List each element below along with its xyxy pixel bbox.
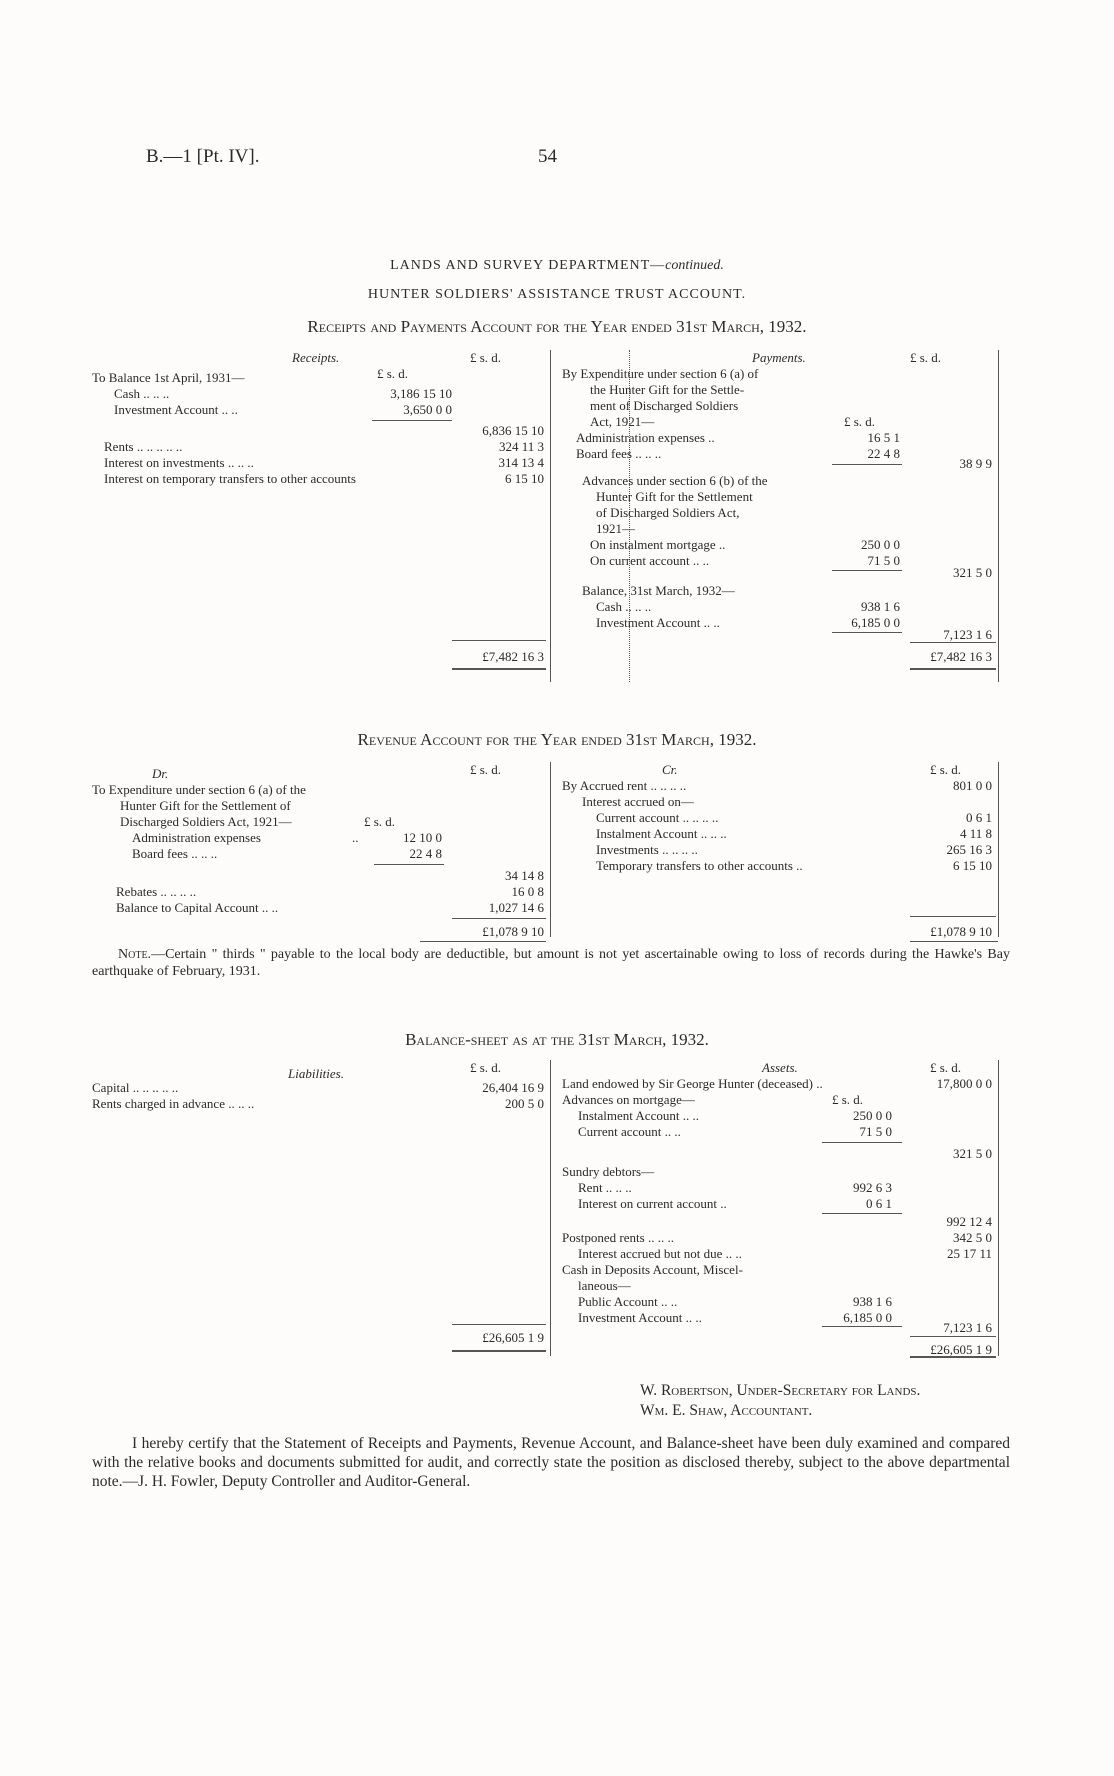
sub-lsd-heading: £ s. d. [377, 366, 409, 381]
cash-deposits-line-1: Cash in Deposits Account, Miscel- [562, 1262, 743, 1277]
note-label: Note. [118, 947, 152, 962]
liabilities-double-rule [452, 1350, 546, 1352]
adv-line-1: Advances under section 6 (b) of the [582, 473, 768, 488]
assets-total-rule [910, 1336, 996, 1337]
rev-admin-value: 12 10 0 [403, 830, 442, 845]
signature-under-secretary: W. Robertson, Under-Secretary for Lands. [640, 1382, 921, 1399]
board-label: Board fees .. .. .. [576, 446, 662, 461]
cr-lsd-heading: £ s. d. [930, 762, 962, 777]
rent-label: Rent .. .. .. [578, 1180, 632, 1195]
interest-transfers-label: Interest on temporary transfers to other accounts [104, 471, 356, 486]
current-account-label: Current account .. .. .. .. [596, 810, 719, 825]
current-label: On current account .. .. [590, 553, 710, 568]
instalment-value: 250 0 0 [861, 537, 900, 552]
rents-label: Rents .. .. .. .. .. [104, 439, 183, 454]
cash-1932-value: 938 1 6 [861, 599, 900, 614]
interest-current-label: Interest on current account .. [578, 1196, 727, 1211]
revenue-table [92, 762, 1042, 942]
subtotal-rule [372, 420, 452, 421]
receipts-heading: Receipts. [292, 350, 340, 365]
interest-investments-label: Interest on investments .. .. .. [104, 455, 254, 470]
dr-total-rule [452, 918, 546, 919]
departmental-note [92, 946, 1010, 980]
instalment-account-value: 4 11 8 [959, 826, 992, 841]
signature-accountant: Wm. E. Shaw, Accountant. [640, 1402, 813, 1419]
postponed-rents-label: Postponed rents .. .. .. [562, 1230, 674, 1245]
page-number: 54 [538, 146, 557, 167]
liabilities-heading: Liabilities. [288, 1066, 344, 1081]
cash-1932-label: Cash .. .. .. [596, 599, 652, 614]
temporary-transfers-value: 6 15 10 [953, 858, 992, 873]
current-account-value: 0 6 1 [966, 810, 992, 825]
bs-adv-rule [822, 1142, 902, 1143]
balance-total: 6,836 15 10 [482, 423, 544, 438]
accrued-rent-value: 801 0 0 [953, 778, 992, 793]
exp-line-1: By Expenditure under section 6 (a) of [562, 366, 759, 381]
liabilities-total-rule [452, 1324, 546, 1325]
investments-label: Investments .. .. .. .. [596, 842, 698, 857]
note-text: —Certain " thirds " payable to the local body are deductible, but amount is not yet ascertainable owing to loss of records during the Hawke's Bay earthquake of February, 1931. [92, 947, 1010, 979]
receipts-payments-title: Receipts and Payments Account for the Year ended 31st March, 1932. [307, 317, 807, 336]
investment-1932-value: 6,185 0 0 [851, 615, 900, 630]
exp-total: 38 9 9 [959, 456, 992, 471]
assets-heading: Assets. [762, 1060, 798, 1075]
dr-heading: Dr. [152, 766, 169, 781]
assets-lsd-heading: £ s. d. [930, 1060, 962, 1075]
rebates-label: Rebates .. .. .. .. [116, 884, 197, 899]
rev-admin-dots: .. [352, 830, 359, 845]
dr-lsd-heading: £ s. d. [470, 762, 502, 777]
trust-title: HUNTER SOLDIERS' ASSISTANCE TRUST ACCOUNT. [367, 287, 747, 302]
revenue-title: Revenue Account for the Year ended 31st March, 1932. [357, 730, 757, 749]
interest-not-due-value: 25 17 11 [946, 1246, 992, 1261]
adv-line-3: of Discharged Soldiers Act, [596, 505, 740, 520]
instalment-label: On instalment mortgage .. [590, 537, 726, 552]
public-account-label: Public Account .. .. [578, 1294, 678, 1309]
balance-capital-value: 1,027 14 6 [488, 900, 544, 915]
cr-heading: Cr. [662, 762, 678, 777]
payments-total: £7,482 16 3 [930, 649, 992, 664]
payments-double-rule [910, 668, 996, 670]
bs-instalment-label: Instalment Account .. .. [578, 1108, 699, 1123]
sundry-debtors-label: Sundry debtors— [562, 1164, 655, 1179]
interest-current-value: 0 6 1 [866, 1196, 892, 1211]
receipts-total-rule [452, 640, 546, 641]
postponed-rents-value: 342 5 0 [953, 1230, 992, 1245]
assets-total: £26,605 1 9 [930, 1342, 992, 1357]
cash-deposits-line-2: laneous— [578, 1278, 631, 1293]
balance-1932-label: Balance, 31st March, 1932— [582, 583, 735, 598]
capital-label: Capital .. .. .. .. .. [92, 1080, 179, 1095]
advances-label: Advances on mortgage— [562, 1092, 695, 1107]
current-value: 71 5 0 [867, 553, 900, 568]
expenditure-line-1: To Expenditure under section 6 (a) of the [92, 782, 306, 797]
cash-value: 3,186 15 10 [390, 386, 452, 401]
audit-certificate: I hereby certify that the Statement of Receipts and Payments, Revenue Account, and Balance-sheet have been duly examined and compared with the relative books and documents submitted for audit, and correctly state the position as disclosed thereby, subject to the above departmental note.—J. H. Fowler, Deputy Controller and Auditor-General. [92, 1435, 1010, 1490]
expenditure-lsd-heading: £ s. d. [364, 814, 396, 829]
land-label: Land endowed by Sir George Hunter (deceased) .. [562, 1076, 823, 1091]
interest-accrued-label: Interest accrued on— [582, 794, 694, 809]
sundry-total: 992 12 4 [946, 1214, 992, 1229]
rev-board-label: Board fees .. .. .. [132, 846, 218, 861]
bs-investment-value: 6,185 0 0 [843, 1310, 892, 1325]
cr-total: £1,078 9 10 [930, 924, 992, 939]
interest-transfers-value: 6 15 10 [505, 471, 544, 486]
payments-heading: Payments. [752, 350, 806, 365]
rents-advance-value: 200 5 0 [505, 1096, 544, 1111]
exp-line-4: Act, 1921— [590, 414, 655, 429]
instalment-account-label: Instalment Account .. .. .. [596, 826, 727, 841]
board-value: 22 4 8 [867, 446, 900, 461]
bs-instalment-value: 250 0 0 [853, 1108, 892, 1123]
balance-sheet-title: Balance-sheet as at the 31st March, 1932. [405, 1030, 709, 1049]
land-value: 17,800 0 0 [936, 1076, 992, 1091]
cr-total-rule [910, 916, 996, 917]
expenditure-line-2: Hunter Gift for the Settlement of [120, 798, 291, 813]
bs-investment-label: Investment Account .. .. [578, 1310, 702, 1325]
cash-label: Cash .. .. .. [114, 386, 170, 401]
dr-bottom-rule [420, 941, 546, 942]
cr-bottom-rule [910, 941, 998, 942]
bs-current-value: 71 5 0 [859, 1124, 892, 1139]
assets-double-rule [910, 1356, 996, 1358]
adv-total: 321 5 0 [953, 565, 992, 580]
bs-current-label: Current account .. .. [578, 1124, 681, 1139]
cash-total: 7,123 1 6 [943, 1320, 992, 1335]
capital-value: 26,404 16 9 [482, 1080, 544, 1095]
receipts-lsd-heading: £ s. d. [470, 350, 502, 365]
adv-line-4: 1921— [596, 521, 635, 536]
rent-value: 992 6 3 [853, 1180, 892, 1195]
exp-lsd-heading: £ s. d. [844, 414, 876, 429]
adv-line-2: Hunter Gift for the Settlement [596, 489, 753, 504]
interest-not-due-label: Interest accrued but not due .. .. [578, 1246, 742, 1261]
exp-line-3: ment of Discharged Soldiers [590, 398, 739, 413]
bs-advances-total: 321 5 0 [953, 1146, 992, 1161]
public-account-value: 938 1 6 [853, 1294, 892, 1309]
to-balance-label: To Balance 1st April, 1931— [92, 370, 245, 385]
balance-1932-total: 7,123 1 6 [943, 627, 992, 642]
balance-capital-label: Balance to Capital Account .. .. [116, 900, 279, 915]
rents-value: 324 11 3 [498, 439, 544, 454]
page-reference: B.—1 [Pt. IV]. [146, 146, 260, 167]
investment-label: Investment Account .. .. [114, 402, 238, 417]
receipts-payments-table [92, 350, 1042, 690]
admin-label: Administration expenses .. [576, 430, 715, 445]
department-title-text: LANDS AND SURVEY DEPARTMENT— [390, 258, 666, 273]
admin-value: 16 5 1 [867, 430, 900, 445]
department-title [0, 258, 1114, 274]
investments-value: 265 16 3 [946, 842, 992, 857]
liabilities-total: £26,605 1 9 [482, 1330, 544, 1345]
advances-lsd-heading: £ s. d. [832, 1092, 864, 1107]
temporary-transfers-label: Temporary transfers to other accounts .. [596, 858, 803, 873]
payments-total-rule [910, 642, 996, 643]
dr-total: £1,078 9 10 [482, 924, 544, 939]
receipts-double-rule [452, 668, 546, 670]
rev-exp-total: 34 14 8 [505, 868, 544, 883]
rev-admin-label: Administration expenses [132, 830, 261, 845]
interest-investments-value: 314 13 4 [498, 455, 544, 470]
accrued-rent-label: By Accrued rent .. .. .. .. [562, 778, 687, 793]
receipts-total: £7,482 16 3 [482, 649, 544, 664]
rev-exp-rule [374, 864, 444, 865]
rents-advance-label: Rents charged in advance .. .. .. [92, 1096, 255, 1111]
investment-value: 3,650 0 0 [403, 402, 452, 417]
rebates-value: 16 0 8 [511, 884, 544, 899]
balance-sheet-table [92, 1060, 1042, 1360]
payments-lsd-heading: £ s. d. [910, 350, 942, 365]
expenditure-line-3: Discharged Soldiers Act, 1921— [120, 814, 292, 829]
department-title-continued: continued. [665, 258, 724, 273]
rev-board-value: 22 4 8 [409, 846, 442, 861]
exp-line-2: the Hunter Gift for the Settle- [590, 382, 745, 397]
liabilities-lsd-heading: £ s. d. [470, 1060, 502, 1075]
investment-1932-label: Investment Account .. .. [596, 615, 720, 630]
